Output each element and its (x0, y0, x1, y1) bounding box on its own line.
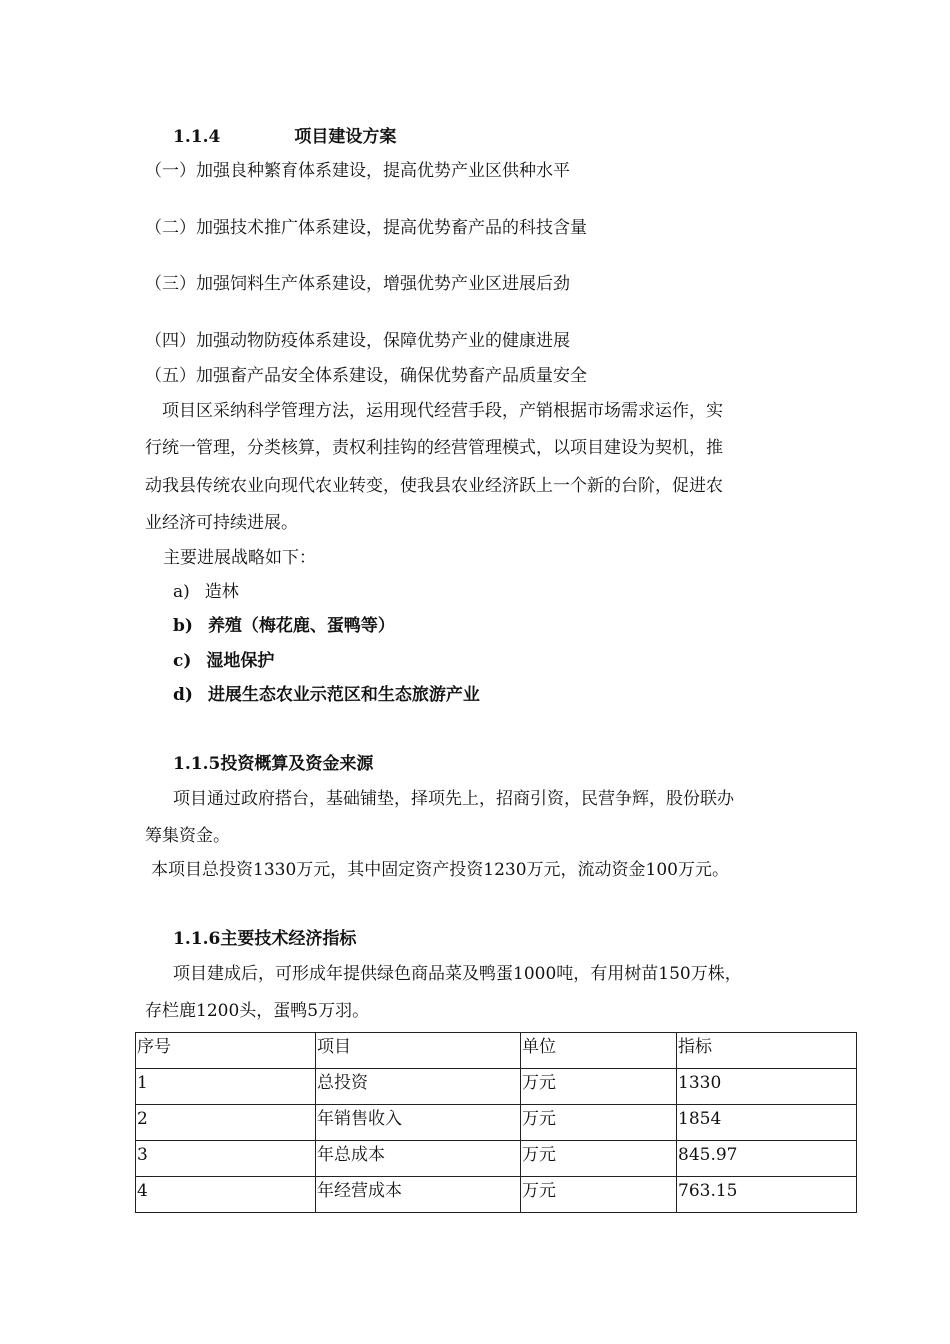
strategy-marker: d) (173, 685, 193, 705)
measure-item-1: （一）加强良种繁育体系建设，提高优势产业区供种水平 (145, 161, 570, 181)
strategy-item-a (173, 581, 239, 603)
table-cell: 3 (136, 1141, 316, 1177)
measure-item-3: （三）加强饲料生产体系建设，增强优势产业区进展后劲 (145, 274, 570, 294)
table-cell: 年总成本 (316, 1141, 521, 1177)
table-cell: 1 (136, 1069, 316, 1105)
table-cell: 763.15 (677, 1177, 857, 1213)
strategy-item-c (173, 650, 274, 672)
strategy-text: 湿地保护 (206, 651, 275, 671)
strategy-text: 造林 (204, 582, 239, 602)
table-cell: 年销售收入 (316, 1105, 521, 1141)
header-cell-item: 项目 (316, 1033, 521, 1069)
header-cell-index: 序号 (136, 1033, 316, 1069)
table-cell: 万元 (521, 1141, 677, 1177)
strategy-item-b (173, 615, 395, 637)
strategy-marker: b) (173, 616, 193, 636)
table-header-row (136, 1033, 857, 1069)
section-number: 1.1.4 (173, 127, 221, 147)
table-cell: 万元 (521, 1105, 677, 1141)
section-heading-1-1-6: 1.1.6主要技术经济指标 (173, 929, 357, 949)
table-row (136, 1177, 857, 1213)
table-cell: 万元 (521, 1177, 677, 1213)
funding-paragraph-line-1: 项目通过政府搭台，基础铺垫，择项先上，招商引资，民营争辉，股份联办 (173, 789, 734, 809)
strategy-text: 进展生态农业示范区和生态旅游产业 (207, 685, 480, 705)
strategy-marker: c) (173, 651, 192, 671)
management-paragraph-line-1: 项目区采纳科学管理方法，运用现代经营手段，产销根据市场需求运作，实 (162, 401, 723, 421)
table-cell: 1330 (677, 1069, 857, 1105)
management-paragraph-line-4: 业经济可持续进展。 (145, 513, 298, 533)
measure-item-5: （五）加强畜产品安全体系建设，确保优势畜产品质量安全 (145, 366, 587, 386)
table-cell: 总投资 (316, 1069, 521, 1105)
table-cell: 1854 (677, 1105, 857, 1141)
investment-line: 本项目总投资1330万元，其中固定资产投资1230万元，流动资金100万元。 (151, 860, 729, 880)
section-heading-1-1-5: 1.1.5投资概算及资金来源 (173, 754, 374, 774)
indicator-table (135, 1032, 857, 1213)
header-cell-unit: 单位 (521, 1033, 677, 1069)
funding-paragraph-line-2: 筹集资金。 (145, 826, 230, 846)
management-paragraph-line-3: 动我县传统农业向现代农业转变，使我县农业经济跃上一个新的台阶，促进农 (145, 476, 723, 496)
measure-item-2: （二）加强技术推广体系建设，提高优势畜产品的科技含量 (145, 218, 587, 238)
table-row (136, 1069, 857, 1105)
strategy-text: 养殖（梅花鹿、蛋鸭等） (207, 616, 395, 636)
table-cell: 4 (136, 1177, 316, 1213)
table-cell: 年经营成本 (316, 1177, 521, 1213)
table-row (136, 1141, 857, 1177)
output-paragraph-line-1: 项目建成后，可形成年提供绿色商品菜及鸭蛋1000吨，有用树苗150万株， (173, 964, 742, 984)
strategy-marker: a) (173, 582, 190, 602)
header-cell-value: 指标 (677, 1033, 857, 1069)
table-row (136, 1105, 857, 1141)
section-title: 项目建设方案 (294, 127, 397, 147)
measure-item-4: （四）加强动物防疫体系建设，保障优势产业的健康进展 (145, 331, 570, 351)
table-cell: 2 (136, 1105, 316, 1141)
management-paragraph-line-2: 行统一管理，分类核算，责权利挂钩的经营管理模式，以项目建设为契机，推 (145, 438, 723, 458)
section-heading-1-1-4 (173, 126, 396, 148)
strategy-intro: 主要进展战略如下： (163, 548, 316, 568)
output-paragraph-line-2: 存栏鹿1200头，蛋鸭5万羽。 (145, 1001, 370, 1021)
table-cell: 845.97 (677, 1141, 857, 1177)
strategy-item-d (173, 684, 480, 706)
table-cell: 万元 (521, 1069, 677, 1105)
